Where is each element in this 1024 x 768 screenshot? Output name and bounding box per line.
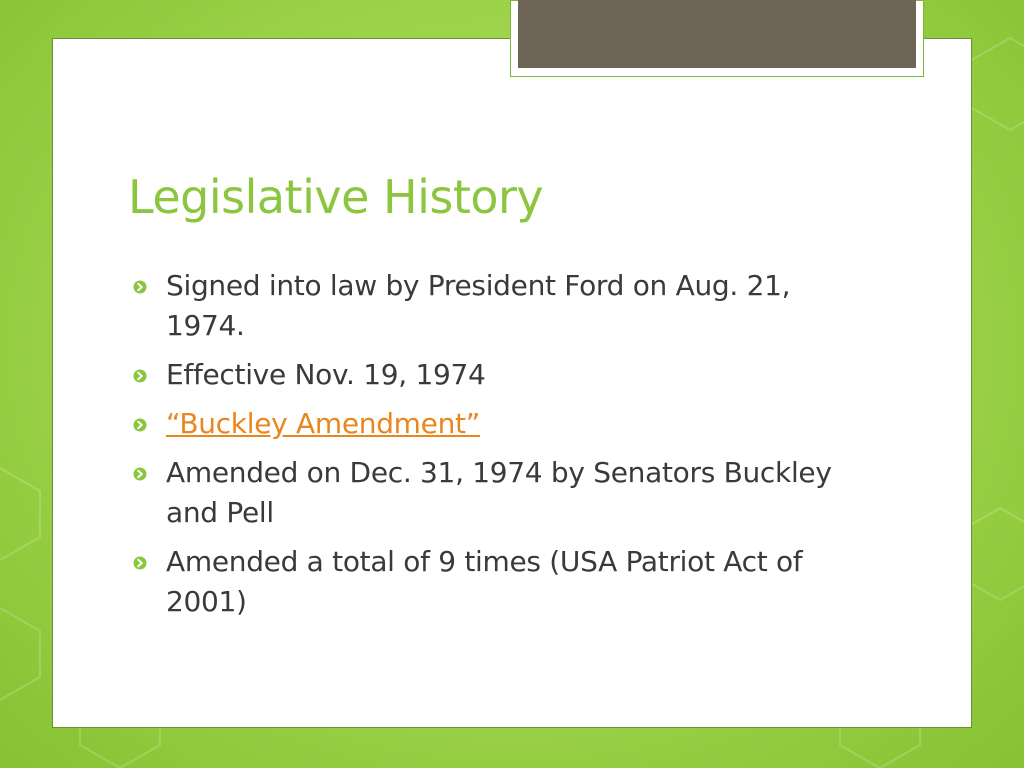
bullet-text: Effective Nov. 19, 1974 — [166, 358, 486, 391]
circle-arrow-right-icon — [133, 418, 147, 432]
bullet-item — [133, 542, 873, 622]
bullet-list — [133, 266, 873, 631]
bullet-item — [133, 266, 873, 346]
circle-arrow-right-icon — [133, 369, 147, 383]
bullet-text: Signed into law by President Ford on Aug. 21, 1974. — [166, 269, 791, 342]
slide-accent-bar — [518, 0, 916, 68]
circle-arrow-right-icon — [133, 467, 147, 481]
bullet-item — [133, 355, 873, 395]
slide-title: Legislative History — [128, 170, 544, 224]
bullet-text — [166, 407, 480, 440]
bullet-item — [133, 453, 873, 533]
circle-arrow-right-icon — [133, 280, 147, 294]
buckley-amendment-link[interactable]: “Buckley Amendment” — [166, 407, 480, 440]
bullet-text: Amended a total of 9 times (USA Patriot Act of 2001) — [166, 545, 803, 618]
bullet-text: Amended on Dec. 31, 1974 by Senators Buckley and Pell — [166, 456, 832, 529]
circle-arrow-right-icon — [133, 556, 147, 570]
bullet-item — [133, 404, 873, 444]
